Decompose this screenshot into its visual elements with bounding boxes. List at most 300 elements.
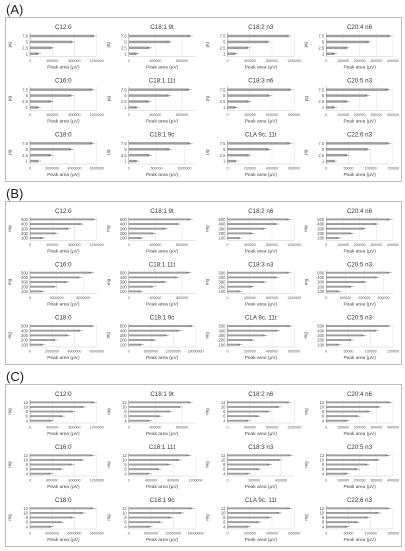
x-axis-label: Peak area (µV) [47, 65, 80, 71]
bar [30, 325, 92, 327]
y-tick-label: 1 [223, 51, 226, 57]
y-tick-label: 100 [119, 288, 127, 294]
y-tick-label: 10 [319, 510, 325, 516]
bar [30, 464, 72, 466]
subplot-title: C12:0 [55, 24, 72, 31]
y-tick-label: 1 [223, 158, 226, 164]
x-axis-label: Peak area (µV) [145, 302, 179, 308]
y-tick-label: 200 [119, 337, 127, 343]
subplot-title: C18:3 n3 [248, 444, 274, 451]
y-tick-label: 500 [119, 216, 127, 222]
x-axis-label: Peak area (µV) [145, 356, 179, 361]
x-tick-label: 0 [325, 296, 328, 301]
bar [30, 223, 81, 225]
x-axis-label: Peak area (µV) [47, 356, 80, 361]
x-tick-label: 800000 [176, 296, 189, 301]
y-tick-label: 400 [218, 221, 226, 227]
bar [129, 464, 169, 466]
y-tick-label: 500 [218, 323, 226, 329]
bar [228, 521, 259, 523]
bar [30, 218, 94, 220]
y-tick-label: 200 [119, 284, 127, 290]
y-axis-label: µg [303, 42, 309, 48]
y-tick-label: 100 [317, 235, 325, 241]
y-tick-label: 8 [321, 462, 325, 468]
bar [326, 88, 388, 90]
x-tick-label: 100000 [336, 59, 349, 64]
x-tick-label: 200000 [353, 242, 366, 247]
x-axis-label: Peak area (µV) [343, 249, 376, 255]
bar [228, 148, 269, 150]
y-tick-label: 5 [223, 39, 226, 45]
x-tick-label: 0 [127, 531, 130, 536]
subplot [106, 208, 196, 254]
y-tick-label: 8 [124, 462, 127, 468]
x-axis-label: Peak area (µV) [244, 249, 278, 255]
y-tick-label: 2.5 [22, 99, 28, 105]
x-axis-label: Peak area (µV) [47, 302, 80, 308]
x-tick-label: 200000 [353, 59, 366, 64]
panel-chart-svg [6, 202, 401, 364]
subplot [106, 444, 203, 490]
subplot [303, 78, 399, 125]
y-tick-label: 5 [124, 93, 127, 99]
x-axis-label: Peak area (µV) [244, 356, 278, 361]
x-tick-label: 0 [325, 166, 328, 171]
bar [326, 142, 388, 144]
x-axis-label: Peak area (µV) [47, 119, 80, 125]
bar [30, 276, 79, 278]
bar [30, 339, 55, 341]
y-tick-label: 7.5 [120, 87, 127, 93]
y-tick-label: 400 [218, 328, 226, 334]
bar [326, 454, 388, 456]
y-axis-label: mg [7, 461, 12, 468]
bar [30, 272, 91, 274]
bar [326, 325, 388, 327]
y-tick-label: 5 [321, 39, 325, 45]
y-tick-label: 7.5 [219, 87, 226, 93]
bar [228, 41, 269, 43]
x-tick-label: 300000 [243, 112, 256, 117]
bar [129, 142, 190, 144]
bar [326, 526, 347, 528]
x-tick-label: 4000000 [49, 296, 64, 301]
subplot [7, 131, 104, 178]
y-tick-label: 100 [317, 342, 325, 348]
subplot [303, 208, 399, 254]
bar [129, 100, 149, 102]
bar [129, 526, 150, 528]
x-tick-label: 400000 [149, 425, 162, 430]
y-tick-label: 1 [321, 105, 325, 111]
y-tick-label: 300 [317, 226, 325, 232]
subplot-title: C12:0 [55, 391, 72, 398]
bar [326, 35, 389, 37]
bar [228, 281, 265, 283]
y-tick-label: 6 [321, 466, 325, 472]
bar [326, 459, 378, 461]
y-tick-label: 7.5 [318, 140, 325, 146]
x-tick-label: 400000 [46, 112, 59, 117]
subplot [106, 497, 204, 543]
x-tick-label: 12000000 [165, 349, 182, 354]
y-tick-label: 4 [223, 418, 226, 424]
subplot [205, 131, 301, 178]
y-tick-label: 4 [124, 418, 127, 424]
x-tick-label: 0 [325, 59, 328, 64]
panel-0 [5, 17, 402, 182]
subplot-title: C18:0 [55, 497, 72, 504]
y-tick-label: 500 [119, 323, 127, 329]
x-tick-label: 200000 [353, 112, 366, 117]
x-tick-label: 800000 [176, 112, 189, 117]
x-tick-label: 0 [29, 242, 31, 247]
y-tick-label: 300 [21, 226, 28, 232]
subplot-title: C18:1 9c [149, 497, 175, 504]
y-tick-label: 10 [319, 457, 325, 463]
x-tick-label: 0 [226, 296, 229, 301]
x-tick-label: 800000 [176, 242, 189, 247]
x-tick-label: 400000 [243, 425, 256, 430]
x-tick-label: 1200000 [287, 242, 302, 247]
y-tick-label: 5 [223, 93, 226, 99]
x-axis-label: Peak area (µV) [145, 249, 179, 255]
y-tick-label: 6 [124, 413, 127, 419]
y-axis-label: mg [105, 225, 111, 232]
y-tick-label: 2.5 [219, 152, 226, 158]
y-tick-label: 400 [119, 328, 127, 334]
x-tick-label: 0 [325, 349, 328, 354]
bar [30, 454, 92, 456]
bar [326, 94, 367, 96]
x-tick-label: 400000 [46, 242, 59, 247]
y-tick-label: 300 [218, 332, 226, 338]
y-tick-label: 12 [122, 505, 127, 511]
bar [30, 512, 83, 514]
y-tick-label: 8 [223, 515, 226, 521]
x-tick-label: 400000 [243, 59, 256, 64]
y-axis-label: mg [7, 278, 12, 286]
bar [30, 148, 71, 150]
subplot [303, 315, 399, 361]
x-tick-label: 200000 [358, 296, 371, 301]
y-tick-label: 500 [317, 216, 325, 222]
bar [228, 100, 249, 102]
x-axis-label: Peak area (µV) [244, 119, 278, 125]
x-tick-label: 0 [226, 425, 229, 430]
x-axis-label: Peak area (µV) [244, 538, 278, 543]
subplot-title: CLA 9c, 11t [245, 497, 277, 504]
bar [30, 228, 68, 230]
bar [326, 473, 347, 475]
y-axis-label: mg [204, 225, 210, 232]
bar [228, 232, 252, 234]
y-tick-label: 7.5 [22, 33, 28, 39]
y-tick-label: 8 [321, 409, 325, 415]
y-tick-label: 8 [25, 409, 28, 415]
x-tick-label: 800000 [68, 112, 81, 117]
y-axis-label: mg [204, 278, 210, 286]
y-tick-label: 2.5 [22, 152, 28, 158]
bar [326, 521, 357, 523]
bar [326, 507, 388, 509]
x-axis-label: Peak area (µV) [343, 173, 376, 178]
subplot-title: C20:4 n6 [346, 391, 373, 398]
y-tick-label: 1 [25, 158, 28, 164]
panel-label: (C) [6, 369, 25, 384]
x-tick-label: 0 [127, 112, 130, 117]
bar [326, 41, 369, 43]
y-tick-label: 100 [218, 342, 226, 348]
y-tick-label: 12 [122, 452, 127, 458]
subplot-title: C18:3 n6 [248, 77, 274, 85]
subplot [106, 315, 204, 361]
bar [228, 88, 291, 90]
bar [228, 223, 277, 225]
bar [129, 41, 170, 43]
y-tick-label: 6 [321, 413, 325, 419]
subplot-title: C18:1 11t [148, 444, 176, 451]
x-axis-label: Peak area (µV) [244, 302, 278, 308]
bar [326, 47, 347, 49]
y-tick-label: 6 [321, 519, 325, 525]
y-tick-label: 300 [21, 332, 28, 338]
y-tick-label: 12 [220, 505, 226, 511]
bar [30, 420, 51, 422]
bar [30, 100, 51, 102]
bar [326, 401, 389, 403]
bar [129, 411, 170, 413]
y-tick-label: 500 [218, 270, 226, 276]
subplot [7, 261, 97, 307]
y-tick-label: 5 [25, 39, 28, 45]
y-tick-label: 300 [317, 332, 325, 338]
subplot [205, 78, 301, 125]
y-tick-label: 4 [124, 471, 127, 477]
y-tick-label: 400 [317, 274, 325, 280]
x-tick-label: 600000 [266, 112, 278, 117]
bar [228, 325, 290, 327]
bar [326, 281, 364, 283]
bar [129, 507, 192, 509]
bar [129, 281, 165, 283]
y-tick-label: 200 [21, 230, 28, 236]
x-tick-label: 0 [29, 349, 31, 354]
subplot-title: C20:4 n6 [346, 208, 373, 215]
subplot [303, 444, 399, 490]
bar [326, 148, 367, 150]
bar [30, 401, 94, 403]
y-tick-label: 2.5 [120, 99, 127, 105]
x-tick-label: 300000 [370, 478, 383, 483]
bar [30, 411, 73, 413]
bar [228, 218, 289, 220]
x-tick-label: 0 [226, 112, 229, 117]
y-tick-label: 6 [25, 413, 28, 419]
bar [326, 272, 389, 274]
x-tick-label: 0 [29, 531, 31, 536]
y-tick-label: 500 [317, 270, 325, 276]
x-tick-label: 50000 [343, 531, 354, 536]
y-axis-label: µg [204, 42, 210, 48]
x-tick-label: 150000 [387, 531, 399, 536]
y-axis-label: µg [105, 149, 111, 155]
y-tick-label: 400 [317, 328, 325, 334]
y-tick-label: 2.5 [318, 152, 325, 158]
bar [228, 459, 280, 461]
subplot-title: C16:0 [55, 444, 72, 451]
bar [326, 330, 376, 332]
x-axis-label: Peak area (µV) [47, 249, 80, 255]
x-tick-label: 400000 [387, 242, 399, 247]
x-tick-label: 1200000 [287, 59, 302, 64]
bar [326, 334, 363, 336]
x-tick-label: 800000 [176, 425, 189, 430]
subplot-title: C18:1 9t [150, 391, 174, 398]
y-axis-label: mg [105, 332, 111, 339]
y-tick-label: 8 [25, 462, 28, 468]
x-tick-label: 800000 [68, 425, 81, 430]
bar [129, 517, 171, 519]
subplot [7, 24, 104, 71]
x-tick-label: 50000 [343, 166, 354, 171]
y-tick-label: 200 [21, 337, 28, 343]
x-tick-label: 600000 [288, 531, 301, 536]
y-axis-label: mg [204, 408, 210, 415]
x-tick-label: 400000 [266, 349, 278, 354]
x-tick-label: 400000 [274, 478, 287, 483]
x-axis-label: Peak area (µV) [145, 119, 179, 125]
x-tick-label: 400000 [145, 478, 157, 483]
x-axis-label: Peak area (µV) [47, 432, 80, 437]
y-tick-label: 7.5 [219, 33, 226, 39]
x-axis-label: Peak area (µV) [343, 485, 376, 490]
bar [228, 286, 252, 288]
x-tick-label: 300000 [370, 112, 383, 117]
subplot-title: C16:0 [55, 77, 72, 85]
y-axis-label: mg [303, 461, 309, 468]
y-tick-label: 200 [317, 337, 325, 343]
y-tick-label: 6 [223, 466, 226, 472]
subplot-title: CLA 9c, 11t [245, 131, 277, 139]
subplot-title: C18:1 11t [148, 261, 176, 269]
y-tick-label: 7.5 [22, 87, 28, 93]
x-tick-label: 0 [325, 531, 328, 536]
x-axis-label: Peak area (µV) [47, 538, 80, 543]
bar [129, 272, 189, 274]
bar [129, 228, 166, 230]
x-tick-label: 400000 [243, 242, 256, 247]
y-tick-label: 300 [21, 279, 28, 285]
bar [30, 142, 92, 144]
subplot-title: C20:5 n3 [346, 261, 373, 269]
bar [129, 406, 180, 408]
bar [129, 94, 169, 96]
subplot-title: C20:4 n6 [346, 24, 373, 31]
subplot [303, 24, 399, 71]
y-tick-label: 10 [122, 457, 127, 463]
x-axis-label: Peak area (µV) [47, 485, 80, 490]
y-tick-label: 4 [321, 524, 325, 530]
x-tick-label: 900000 [288, 112, 301, 117]
x-tick-label: 300000 [377, 296, 390, 301]
y-axis-label: mg [303, 278, 309, 286]
bar [228, 507, 290, 509]
x-tick-label: 150000 [387, 166, 399, 171]
subplot-title: C18:1 11t [148, 77, 176, 85]
y-tick-label: 1 [25, 105, 28, 111]
y-tick-label: 10 [220, 404, 226, 410]
x-tick-label: 0 [226, 531, 229, 536]
y-tick-label: 300 [218, 279, 226, 285]
y-tick-label: 5 [321, 146, 325, 152]
x-tick-label: 100000 [336, 478, 349, 483]
x-tick-label: 200000 [248, 478, 261, 483]
x-tick-label: 1200000 [89, 242, 104, 247]
subplot-title: C18:3 n3 [248, 261, 274, 269]
bar [129, 47, 150, 49]
x-tick-label: 6000000 [67, 531, 82, 536]
bar [326, 420, 347, 422]
x-tick-label: 800000 [266, 242, 278, 247]
y-axis-label: mg [303, 408, 309, 415]
y-tick-label: 7.5 [120, 33, 127, 39]
subplot-title: C18:0 [55, 131, 72, 139]
y-tick-label: 400 [119, 274, 127, 280]
y-axis-label: mg [105, 514, 111, 521]
bar [228, 464, 270, 466]
y-tick-label: 5 [25, 93, 28, 99]
x-axis-label: Peak area (µV) [145, 538, 179, 543]
x-tick-label: 0 [29, 112, 31, 117]
y-tick-label: 100 [119, 342, 127, 348]
x-tick-label: 2000000 [45, 166, 60, 171]
bar [228, 339, 253, 341]
subplot [303, 391, 399, 437]
subplot-title: C12:0 [55, 208, 72, 215]
y-tick-label: 200 [317, 230, 325, 236]
y-tick-label: 10 [220, 457, 226, 463]
y-tick-label: 6 [25, 466, 28, 472]
y-tick-label: 100 [21, 342, 28, 348]
subplot-title: C18:1 9t [150, 208, 174, 215]
bar [129, 325, 192, 327]
subplot-title: C18:1 9c [149, 131, 175, 139]
y-tick-label: 6 [124, 466, 127, 472]
y-tick-label: 2.5 [22, 45, 28, 51]
bar [228, 154, 249, 156]
x-tick-label: 500000 [150, 166, 163, 171]
bar [228, 401, 289, 403]
subplot [7, 208, 104, 254]
y-tick-label: 1 [321, 158, 325, 164]
y-tick-label: 12 [23, 452, 28, 458]
subplot [106, 24, 196, 71]
bar [129, 415, 160, 417]
y-tick-label: 400 [218, 274, 226, 280]
y-axis-label: µg [7, 95, 12, 102]
x-tick-label: 400000 [266, 531, 278, 536]
y-tick-label: 500 [21, 323, 28, 329]
y-axis-label: µg [105, 42, 111, 48]
x-tick-label: 0 [226, 166, 229, 171]
y-tick-label: 400 [21, 328, 28, 334]
y-axis-label: mg [105, 461, 111, 468]
bar [30, 286, 55, 288]
x-axis-label: Peak area (µV) [244, 173, 278, 178]
x-tick-label: 800000 [266, 296, 278, 301]
